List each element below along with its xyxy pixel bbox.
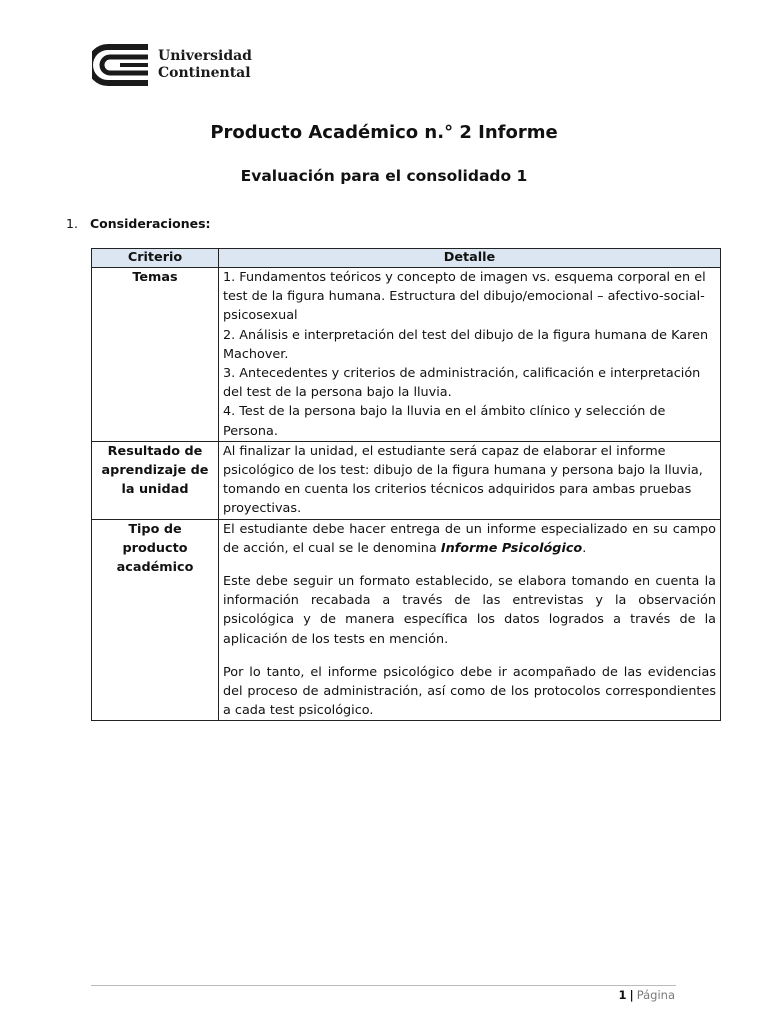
criterio-temas: Temas [92,268,219,442]
university-logo [92,42,262,88]
footer-divider [91,985,676,986]
logo-emblem-icon [92,43,152,87]
footer-separator: | [629,988,634,1002]
section-heading [66,216,211,231]
table-row [92,441,721,519]
section-number: 1. [66,216,78,231]
detalle-temas [219,268,721,442]
page-word: Página [636,988,675,1002]
criterio-resultado: Resultado de aprendizaje de la unidad [92,441,219,519]
considerations-table [91,248,721,721]
paragraph-2: Este debe seguir un formato establecido, se elabora tomando en cuenta la información recabada a través de las entrevistas y la observación psicológica y de manera específica los datos logrados a través de la aplicación de los tests en mención. [223,574,716,647]
header-detalle: Detalle [219,249,721,268]
page-number: 1 [618,988,627,1002]
paragraph-1-text: El estudiante debe hacer entrega de un informe especializado en su campo de acción, el cual se le denomina [223,521,716,556]
detalle-resultado: Al finalizar la unidad, el estudiante será capaz de elaborar el informe psicológico de los test: dibujo de la figura humana y persona bajo la lluvia, tomando en cuenta los criterios técnicos adquiridos para ambas pruebas proyectivas. [219,441,721,519]
document-subtitle: Evaluación para el consolidado 1 [240,167,528,185]
tema-item: 3. Antecedentes y criterios de administración, calificación e interpretación del test de la persona bajo la lluvia. [223,366,701,401]
tema-item: 1. Fundamentos teóricos y concepto de imagen vs. esquema corporal en el test de la figura humana. Estructura del dibujo/emocional – afectivo-social-psicosexual [223,270,706,324]
document-title: Producto Académico n.° 2 Informe [210,122,558,143]
paragraph-1-end: . [582,540,587,556]
table-row [92,519,721,721]
header-criterio: Criterio [92,249,219,268]
paragraph-3: Por lo tanto, el informe psicológico debe ir acompañado de las evidencias del proceso de administración, así como de los protocolos correspondientes a cada test psicológico. [223,664,716,719]
paragraph-1 [223,520,716,558]
tema-item: 4. Test de la persona bajo la lluvia en el ámbito clínico y selección de Persona. [223,404,666,439]
table-header-row [92,249,721,268]
criterio-tipo-producto: Tipo de producto académico [92,519,219,721]
tema-item: 2. Análisis e interpretación del test del dibujo de la figura humana de Karen Machover. [223,327,709,362]
informe-psicologico-emphasis: Informe Psicológico [440,540,583,556]
detalle-tipo-producto [219,519,721,721]
logo-line-1: Universidad [158,48,252,64]
section-label: Consideraciones: [90,216,211,231]
page-footer [618,988,675,1002]
table-row [92,268,721,442]
logo-text [158,48,252,82]
logo-line-2: Continental [158,65,251,81]
